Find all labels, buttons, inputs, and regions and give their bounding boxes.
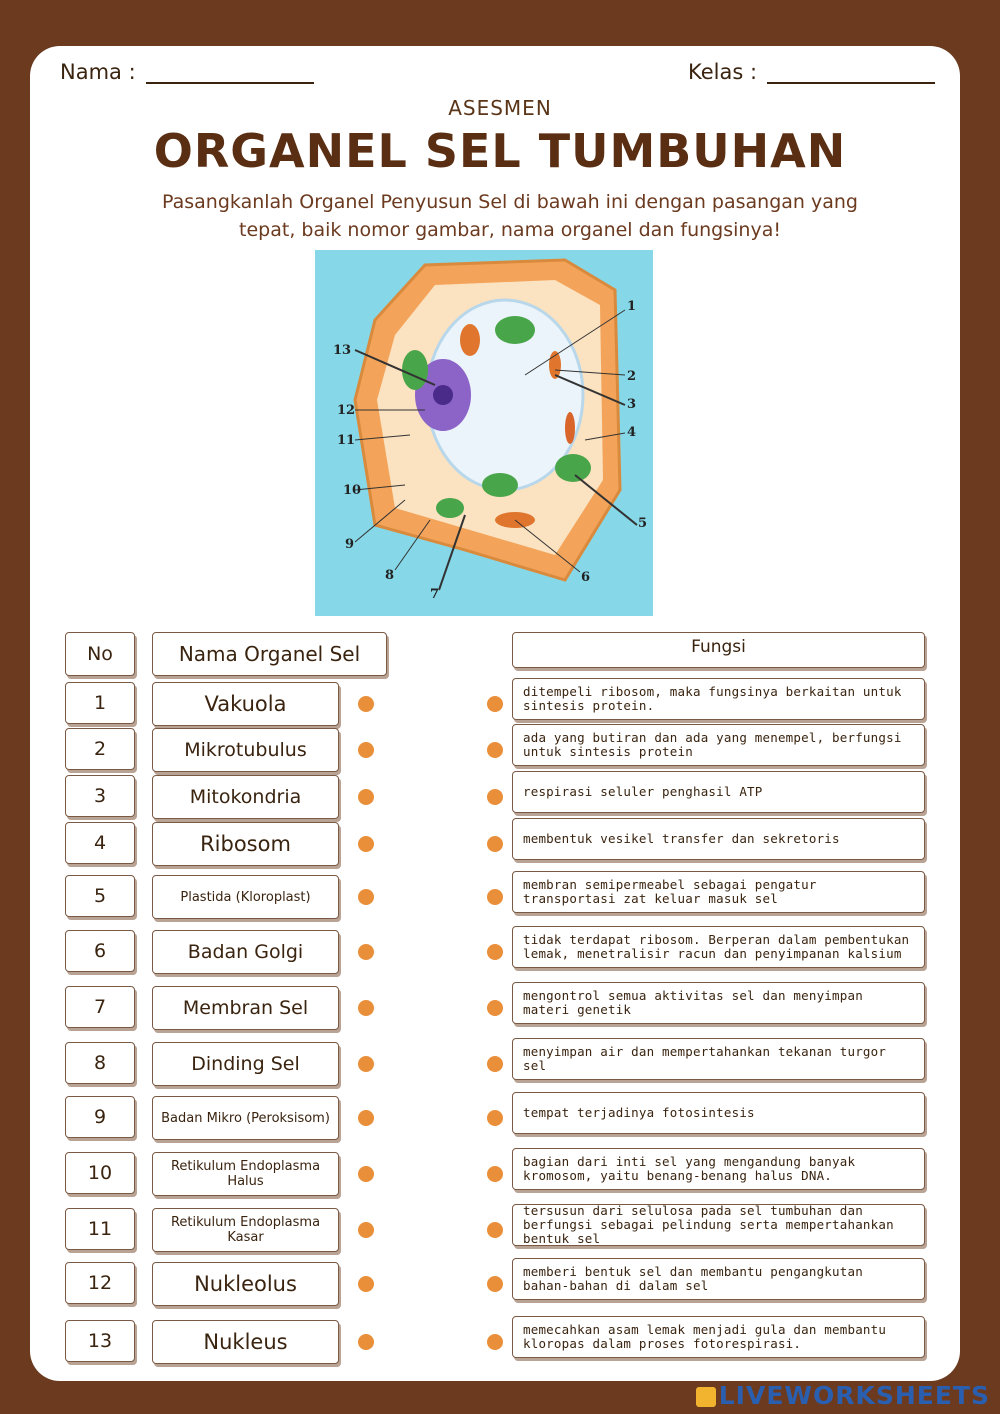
name-blank[interactable] — [146, 64, 314, 84]
plant-cell-illustration — [315, 250, 653, 616]
row-number: 1 — [65, 682, 135, 724]
plant-cell-diagram — [315, 250, 653, 616]
function-cell: bagian dari inti sel yang mengandung banyak kromosom, yaitu benang-benang halus DNA. — [512, 1148, 925, 1190]
name-label: Nama : — [60, 60, 136, 84]
function-cell: mengontrol semua aktivitas sel dan menyimpan materi genetik — [512, 982, 925, 1024]
organelle-name-cell: Ribosom — [152, 822, 339, 866]
figure-label-1: 1 — [627, 299, 637, 314]
right-match-dot[interactable] — [487, 1222, 503, 1238]
page-title: ORGANEL SEL TUMBUHAN — [153, 124, 847, 178]
organelle-name-cell: Nukleus — [152, 1320, 339, 1364]
organelle-name-cell: Nukleolus — [152, 1262, 339, 1306]
left-match-dot[interactable] — [358, 1000, 374, 1016]
left-match-dot[interactable] — [358, 789, 374, 805]
header-no: No — [65, 632, 135, 676]
row-number: 9 — [65, 1096, 135, 1138]
figure-label-9: 9 — [345, 537, 355, 552]
row-number: 13 — [65, 1320, 135, 1362]
function-cell: tempat terjadinya fotosintesis — [512, 1092, 925, 1134]
right-match-dot[interactable] — [487, 1000, 503, 1016]
function-cell: membentuk vesikel transfer dan sekretoris — [512, 818, 925, 860]
right-match-dot[interactable] — [487, 1056, 503, 1072]
function-cell: tersusun dari selulosa pada sel tumbuhan dan berfungsi sebagai pelindung serta mempertahankan bentuk sel — [512, 1204, 925, 1246]
right-match-dot[interactable] — [487, 1166, 503, 1182]
function-cell: menyimpan air dan mempertahankan tekanan turgor sel — [512, 1038, 925, 1080]
right-match-dot[interactable] — [487, 1110, 503, 1126]
row-number: 11 — [65, 1208, 135, 1250]
header-function: Fungsi — [512, 632, 925, 668]
left-match-dot[interactable] — [358, 1056, 374, 1072]
figure-label-13: 13 — [333, 343, 352, 358]
subtitle: ASESMEN — [448, 96, 552, 120]
organelle-name-cell: Plastida (Kloroplast) — [152, 875, 339, 919]
organelle-name-cell: Membran Sel — [152, 986, 339, 1030]
row-number: 10 — [65, 1152, 135, 1194]
figure-label-4: 4 — [627, 425, 637, 440]
right-match-dot[interactable] — [487, 1276, 503, 1292]
organelle-name-cell: Vakuola — [152, 682, 339, 726]
left-match-dot[interactable] — [358, 944, 374, 960]
right-match-dot[interactable] — [487, 742, 503, 758]
organelle-name-cell: Retikulum Endoplasma Halus — [152, 1152, 339, 1196]
row-number: 12 — [65, 1262, 135, 1304]
right-match-dot[interactable] — [487, 889, 503, 905]
figure-label-8: 8 — [385, 568, 395, 583]
figure-label-2: 2 — [627, 369, 637, 384]
watermark — [696, 1381, 990, 1410]
row-number: 5 — [65, 875, 135, 917]
right-match-dot[interactable] — [487, 696, 503, 712]
right-match-dot[interactable] — [487, 789, 503, 805]
figure-label-7: 7 — [430, 587, 440, 602]
function-cell: tidak terdapat ribosom. Berperan dalam pembentukan lemak, menetralisir racun dan penyimpanan kalsium — [512, 926, 925, 968]
name-field[interactable] — [60, 60, 314, 84]
function-cell: ada yang butiran dan ada yang menempel, berfungsi untuk sintesis protein — [512, 724, 925, 766]
left-match-dot[interactable] — [358, 836, 374, 852]
left-match-dot[interactable] — [358, 696, 374, 712]
figure-label-6: 6 — [581, 570, 591, 585]
left-match-dot[interactable] — [358, 1276, 374, 1292]
function-cell: memecahkan asam lemak menjadi gula dan membantu kloropas dalam proses fotorespirasi. — [512, 1316, 925, 1358]
left-match-dot[interactable] — [358, 889, 374, 905]
row-number: 4 — [65, 822, 135, 864]
row-number: 2 — [65, 728, 135, 770]
left-match-dot[interactable] — [358, 1334, 374, 1350]
row-number: 7 — [65, 986, 135, 1028]
function-cell: membran semipermeabel sebagai pengatur transportasi zat keluar masuk sel — [512, 871, 925, 913]
figure-label-3: 3 — [627, 397, 637, 412]
row-number: 6 — [65, 930, 135, 972]
class-field[interactable] — [688, 60, 935, 84]
figure-label-12: 12 — [337, 403, 356, 418]
function-cell: respirasi seluler penghasil ATP — [512, 771, 925, 813]
organelle-name-cell: Retikulum Endoplasma Kasar — [152, 1208, 339, 1252]
left-match-dot[interactable] — [358, 1222, 374, 1238]
organelle-name-cell: Dinding Sel — [152, 1042, 339, 1086]
class-blank[interactable] — [767, 64, 935, 84]
function-cell: ditempeli ribosom, maka fungsinya berkaitan untuk sintesis protein. — [512, 678, 925, 720]
liveworksheets-logo-icon — [696, 1387, 716, 1407]
figure-label-5: 5 — [638, 516, 648, 531]
class-label: Kelas : — [688, 60, 758, 84]
organelle-name-cell: Badan Golgi — [152, 930, 339, 974]
organelle-name-cell: Badan Mikro (Peroksisom) — [152, 1096, 339, 1140]
row-number: 8 — [65, 1042, 135, 1084]
left-match-dot[interactable] — [358, 1166, 374, 1182]
right-match-dot[interactable] — [487, 836, 503, 852]
organelle-name-cell: Mikrotubulus — [152, 728, 339, 772]
instruction-text: Pasangkanlah Organel Penyusun Sel di bawah ini dengan pasangan yang tepat, baik nomor gambar, nama organel dan fungsinya! — [162, 191, 858, 241]
row-number: 3 — [65, 775, 135, 817]
header-organelle-name: Nama Organel Sel — [152, 632, 387, 676]
figure-label-11: 11 — [337, 433, 356, 448]
right-match-dot[interactable] — [487, 1334, 503, 1350]
left-match-dot[interactable] — [358, 1110, 374, 1126]
figure-label-10: 10 — [343, 483, 362, 498]
left-match-dot[interactable] — [358, 742, 374, 758]
right-match-dot[interactable] — [487, 944, 503, 960]
function-cell: memberi bentuk sel dan membantu pengangkutan bahan-bahan di dalam sel — [512, 1258, 925, 1300]
watermark-text: LIVEWORKSHEETS — [718, 1381, 990, 1410]
organelle-name-cell: Mitokondria — [152, 775, 339, 819]
